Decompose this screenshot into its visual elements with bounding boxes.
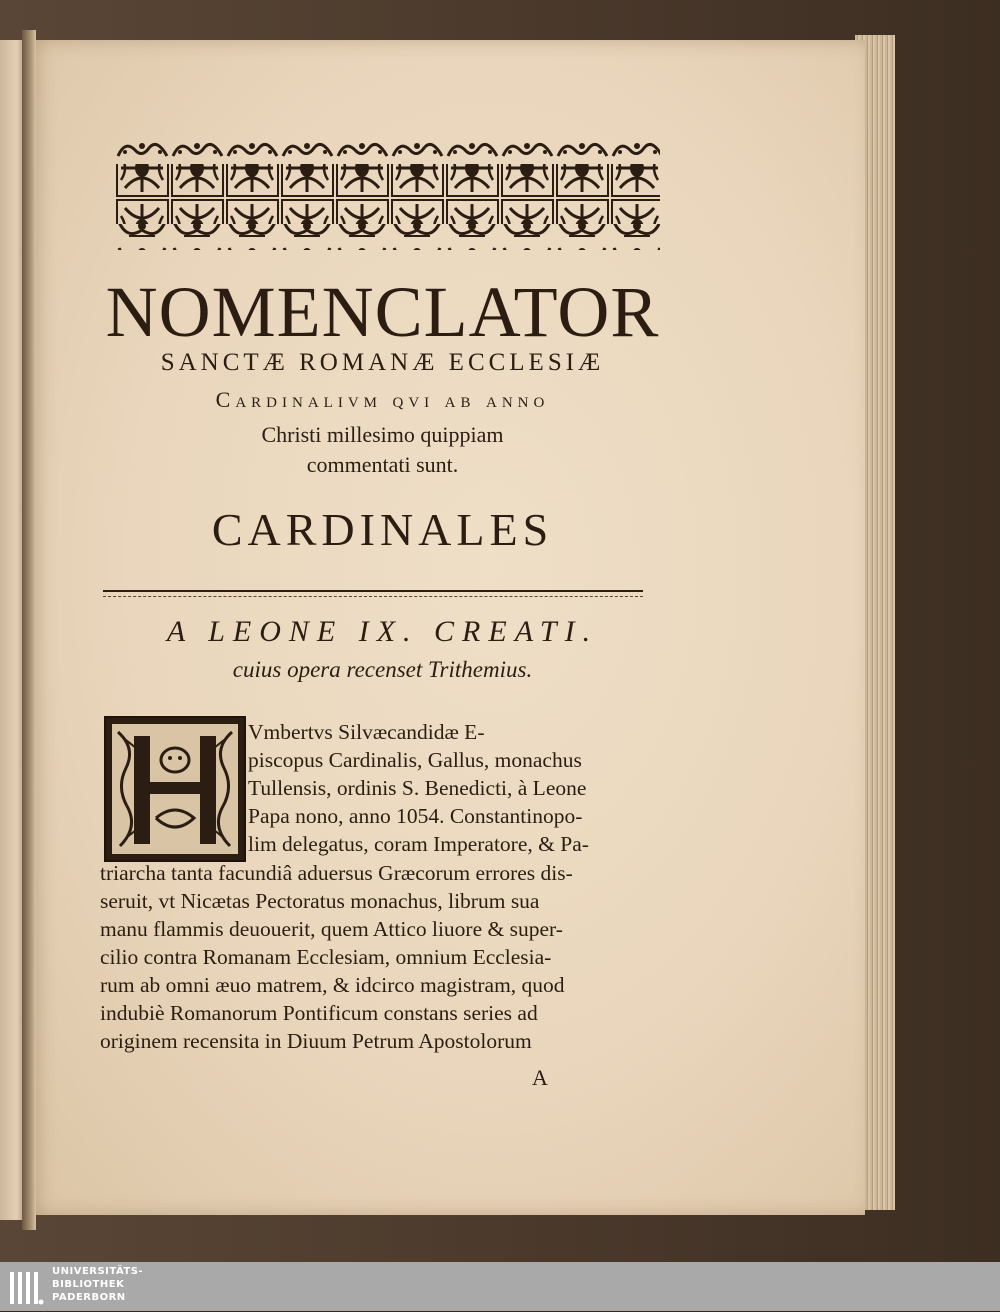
body-line: manu flammis deuouerit, quem Attico liuore & super-: [100, 917, 563, 941]
subtitle-line-3: Christi millesimo quippiam: [261, 422, 504, 447]
page-title: NOMENCLATOR: [105, 272, 660, 352]
body-line: Papa nono, anno 1054. Constantinopo-: [248, 804, 583, 828]
subtitle-line-1: SANCTÆ ROMANÆ ECCLESIÆ: [160, 349, 605, 376]
body-line: rum ab omni æuo matrem, & idcirco magistram, quod: [100, 973, 565, 997]
body-line: Vmbertvs Silvæcandidæ E-: [248, 720, 485, 744]
catchword: A: [532, 1065, 548, 1090]
section-title: A LEONE IX. CREATI.: [166, 615, 599, 648]
library-name: [52, 1266, 143, 1305]
decorated-initial-h: [104, 716, 246, 862]
library-name-line-2: BIBLIOTHEK: [52, 1279, 125, 1290]
section-subtitle: cuius opera recenset Trithemius.: [232, 657, 533, 682]
library-logo-icon: [8, 1268, 44, 1308]
left-page-edge: [0, 40, 24, 1220]
body-line: seruit, vt Nicætas Pectoratus monachus, librum sua: [100, 889, 540, 913]
divider-rule: [103, 590, 643, 592]
body-line: piscopus Cardinalis, Gallus, monachus: [248, 748, 582, 772]
subtitle-line-2: Cardinalivm qvi ab anno: [215, 387, 550, 412]
subtitle-block: [100, 420, 665, 480]
body-line: triarcha tanta facundiâ aduersus Græcorum errores dis-: [100, 861, 573, 885]
section-heading: CARDINALES: [211, 504, 554, 555]
divider-rule-secondary: [103, 596, 643, 597]
decorative-headpiece: [115, 138, 660, 250]
body-line: cilio contra Romanam Ecclesiam, omnium Ecclesia-: [100, 945, 552, 969]
library-name-line-1: UNIVERSITÄTS-: [52, 1266, 144, 1277]
body-line: indubiè Romanorum Pontificum constans series ad: [100, 1001, 538, 1025]
body-line: originem recensita in Diuum Petrum Apostolorum: [100, 1029, 532, 1053]
subtitle-line-4: commentati sunt.: [306, 452, 459, 477]
library-footer-bar: [0, 1262, 1000, 1311]
body-line: Tullensis, ordinis S. Benedicti, à Leone: [248, 776, 587, 800]
book-gutter: [22, 30, 36, 1230]
library-name-line-3: PADERBORN: [52, 1292, 126, 1303]
body-line: lim delegatus, coram Imperatore, & Pa-: [248, 832, 589, 856]
